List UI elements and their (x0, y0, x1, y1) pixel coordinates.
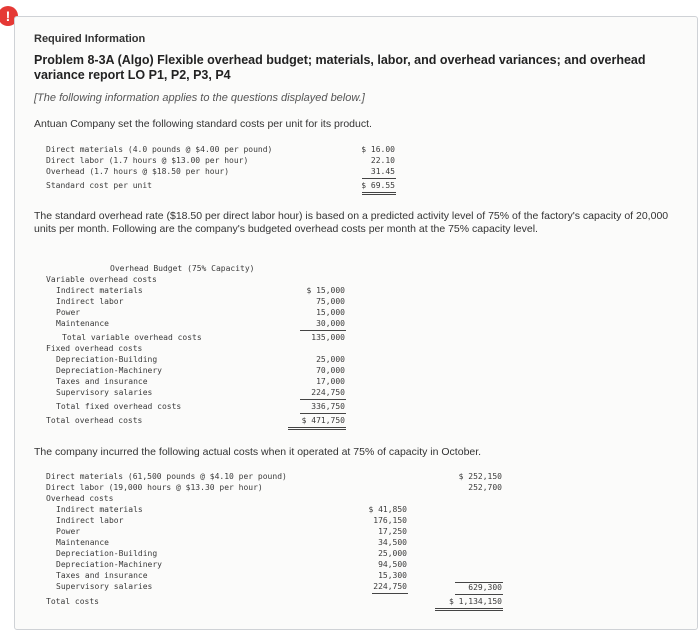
actual-oh-label: Supervisory salaries (56, 582, 153, 591)
actual-oh-rule (372, 593, 408, 594)
std-total-rule-1 (362, 192, 396, 193)
budget-total-label: Total overhead costs (46, 416, 143, 425)
actual-oh-label: Depreciation-Machinery (56, 560, 162, 569)
problem-title: Problem 8-3A (Algo) Flexible overhead budget; materials, labor, and overhead variances; and overhead variance report LO P1, P2, P3, P4 (34, 53, 646, 82)
std-total-value: $ 69.55 (361, 181, 395, 190)
budget-fixed-total-label: Total fixed overhead costs (56, 402, 182, 411)
actual-double-rule-1 (435, 608, 503, 609)
actual-dm-label: Direct materials (61,500 pounds @ $4.10 per pound) (46, 472, 287, 481)
actual-oh-value: 34,500 (378, 538, 407, 547)
std-total-rule-2 (362, 194, 396, 195)
actual-total-value: $ 1,134,150 (449, 597, 502, 606)
budget-variable-header: Variable overhead costs (46, 275, 157, 284)
actual-oh-label: Power (56, 527, 81, 536)
budget-fixed-label: Depreciation-Machinery (56, 366, 162, 375)
budget-var-value: $ 15,000 (306, 286, 345, 295)
budget-fixed-total: 336,750 (311, 402, 345, 411)
budget-var-label: Power (56, 308, 81, 317)
budget-var-label: Indirect labor (56, 297, 124, 306)
actual-oh-label: Depreciation-Building (56, 549, 158, 558)
budget-fixed-label: Supervisory salaries (56, 388, 153, 397)
actual-oh-value: 224,750 (373, 582, 407, 591)
budget-var-value: 30,000 (316, 319, 345, 328)
budget-var-rule (300, 330, 346, 331)
budget-var-value: 75,000 (316, 297, 345, 306)
required-info-heading: Required Information (34, 33, 146, 45)
alert-icon[interactable]: ! (0, 6, 18, 26)
std-total-label: Standard cost per unit (46, 181, 152, 190)
std-dl-value: 22.10 (370, 156, 395, 165)
std-oh-label: Overhead (1.7 hours @ $18.50 per hour) (46, 167, 230, 176)
budget-var-value: 15,000 (316, 308, 345, 317)
budget-double-rule-1 (288, 427, 346, 428)
budget-total-value: $ 471,750 (301, 416, 345, 425)
actual-dl-label: Direct labor (19,000 hours @ $13.30 per hour) (46, 483, 263, 492)
actual-oh-value: 15,300 (378, 571, 407, 580)
std-subtotal-rule (362, 178, 396, 179)
actual-oh-value: 25,000 (378, 549, 407, 558)
actual-dm-value: $ 252,150 (458, 472, 502, 481)
actual-oh-total: 629,300 (468, 583, 502, 592)
budget-total-rule (300, 413, 346, 414)
budget-fixed-label: Depreciation-Building (56, 355, 158, 364)
budget-double-rule-2 (288, 429, 346, 430)
actual-oh-label: Indirect labor (56, 516, 124, 525)
rate-paragraph: The standard overhead rate ($18.50 per direct labor hour) is based on a predicted activity level of 75% of the factory's capacity of 20,000 units per month. Following are the company's budgeted overhead costs per month at the 75% capacity level. (34, 210, 669, 235)
budget-var-total: 135,000 (311, 333, 345, 342)
std-dm-label: Direct materials (4.0 pounds @ $4.00 per pound) (46, 145, 273, 154)
actual-oh-value: 17,250 (378, 527, 407, 536)
std-dl-label: Direct labor (1.7 hours @ $13.00 per hour) (46, 156, 249, 165)
std-oh-value: 31.45 (370, 167, 395, 176)
actual-total-label: Total costs (46, 597, 99, 606)
actual-oh-label: Maintenance (56, 538, 109, 547)
actual-oh-label: Indirect materials (56, 505, 143, 514)
actual-intro-text: The company incurred the following actual costs when it operated at 75% of capacity in October. (34, 446, 482, 458)
budget-title: Overhead Budget (75% Capacity) (110, 264, 255, 273)
actual-oh-value: 176,150 (373, 516, 407, 525)
actual-oh-value: 94,500 (378, 560, 407, 569)
budget-fixed-header: Fixed overhead costs (46, 344, 143, 353)
budget-fixed-value: 25,000 (316, 355, 345, 364)
info-note: [The following information applies to the questions displayed below.] (34, 92, 365, 104)
budget-fixed-label: Taxes and insurance (56, 377, 148, 386)
budget-fixed-value: 17,000 (316, 377, 345, 386)
budget-fixed-value: 224,750 (311, 388, 345, 397)
actual-oh-value: $ 41,850 (368, 505, 407, 514)
actual-oh-label: Taxes and insurance (56, 571, 148, 580)
actual-double-rule-2 (435, 610, 503, 611)
budget-var-total-label: Total variable overhead costs (62, 333, 202, 342)
actual-dl-value: 252,700 (468, 483, 502, 492)
actual-overhead-header: Overhead costs (46, 494, 114, 503)
budget-fixed-rule (300, 399, 346, 400)
budget-var-label: Indirect materials (56, 286, 143, 295)
actual-total-rule (455, 594, 503, 595)
std-dm-value: $ 16.00 (361, 145, 395, 154)
budget-fixed-value: 70,000 (316, 366, 345, 375)
budget-var-label: Maintenance (56, 319, 109, 328)
intro-text: Antuan Company set the following standard costs per unit for its product. (34, 118, 372, 130)
